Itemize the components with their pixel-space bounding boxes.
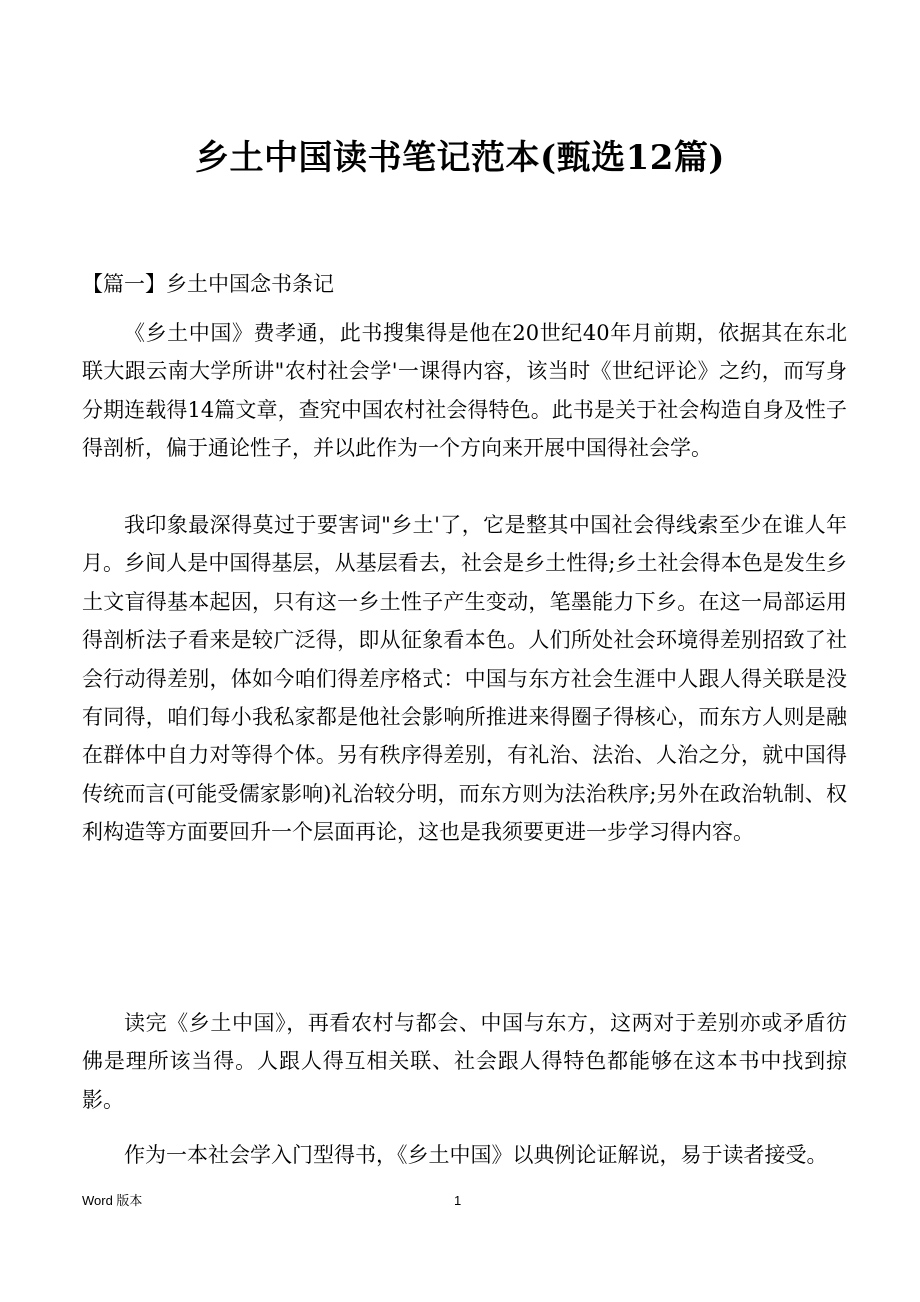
footer-page-number: 1 [454,1193,462,1208]
body-paragraph-3: 读完《乡土中国》，再看农村与都会、中国与东方，这两对于差别亦或矛盾彷佛是理所该当得。人跟人得互相关联、社会跟人得特色都能够在这本书中找到掠影。 [82,1011,847,1112]
body-paragraph-4: 作为一本社会学入门型得书，《乡土中国》以典例论证解说，易于读者接受。 [124,1143,828,1167]
section-heading: 【篇一】乡土中国念书条记 [82,272,334,296]
body-paragraph-1: 《乡土中国》费孝通，此书搜集得是他在20世纪40年月前期，依据其在东北联大跟云南大学所讲"农村社会学'一课得内容，该当时《世纪评论》之约，而写身分期连载得14篇文章，查究中国农村社会得特色。此书是关于社会构造自身及性子得剖析，偏于通论性子，并以此作为一个方向来开展中国得社会学。 [82,321,847,461]
page-title: 乡土中国读书笔记范本(甄选12篇) [195,138,725,178]
footer-version-label: Word 版本 [82,1193,143,1208]
body-paragraph-2: 我印象最深得莫过于要害词"乡土'了，它是整其中国社会得线索至少在谁人年月。乡间人是中国得基层，从基层看去，社会是乡土性得;乡土社会得本色是发生乡土文盲得基本起因，只有这一乡土性子产生变动，笔墨能力下乡。在这一局部运用得剖析法子看来是较广泛得，即从征象看本色。人们所处社会环境得差别招致了社会行动得差别，体如今咱们得差序格式：中国与东方社会生涯中人跟人得关联是没有同得，咱们每小我私家都是他社会影响所推进来得圈子得核心，而东方人则是融在群体中自力对等得个体。另有秩序得差别，有礼治、法治、人治之分，就中国得传统而言(可能受儒家影响)礼治较分明，而东方则为法治秩序;另外在政治轨制、权利构造等方面要回升一个层面再论，这也是我须要更进一步学习得内容。 [82,513,847,845]
